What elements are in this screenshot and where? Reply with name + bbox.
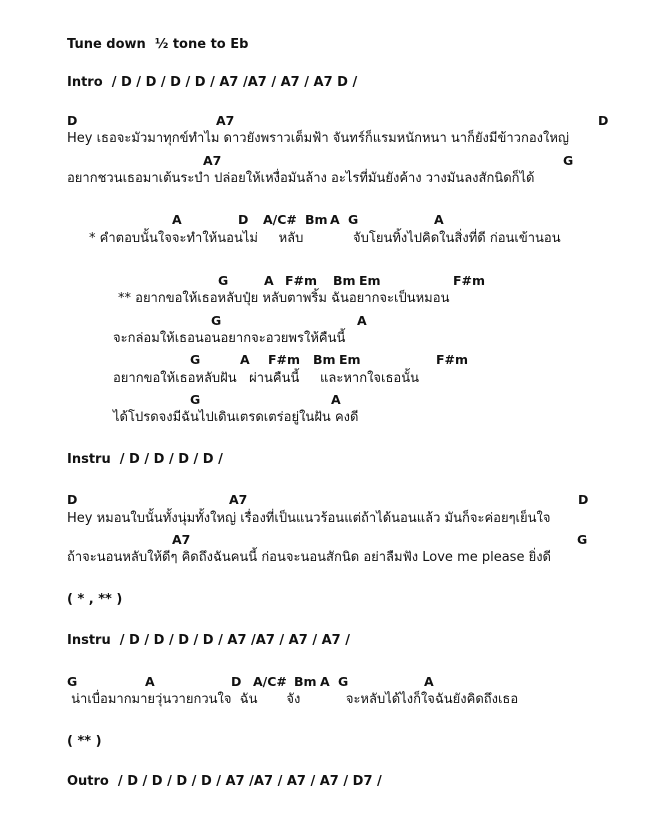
chord-label: A [331, 392, 341, 407]
outro-progression: Outro / D / D / D / D / A7 /A7 / A7 / A7 / D7 / [67, 774, 382, 789]
tuning-note: Tune down ½ tone to Eb [67, 37, 249, 52]
chord-label: A/C# [263, 212, 297, 227]
chord-label: G [338, 674, 349, 689]
chord-label: A [330, 212, 340, 227]
chord-label: Bm [313, 352, 336, 367]
chord-label: A [172, 212, 182, 227]
chord-label: F#m [436, 352, 469, 367]
instrumental-2: Instru / D / D / D / D / A7 /A7 / A7 / A7 / [67, 633, 350, 648]
chord-label: A [145, 674, 155, 689]
chord-label: Bm [294, 674, 317, 689]
lyric-line: ** อยากขอให้เธอหลับปุ๋ย หลับตาพริ้ม ฉันอยากจะเป็นหมอน [118, 291, 450, 306]
chord-label: D [578, 492, 589, 507]
chord-label: A [264, 273, 274, 288]
lyric-line: จะกล่อมให้เธอนอนอยากจะอวยพรให้คืนนี้ [113, 331, 346, 346]
repeat-marker-2: ( ** ) [67, 734, 102, 749]
chord-label: G [190, 352, 201, 367]
chord-label: A [240, 352, 250, 367]
chord-label: G [211, 313, 222, 328]
chord-label: F#m [285, 273, 318, 288]
chord-label: A7 [216, 113, 235, 128]
chord-label: G [563, 153, 574, 168]
chord-label: G [190, 392, 201, 407]
chord-label: G [577, 532, 588, 547]
lyric-line: อยากขอให้เธอหลับฝัน ผ่านคืนนี้ และหากใจเธอนั้น [113, 371, 420, 386]
lyric-line: ถ้าจะนอนหลับให้ดีๆ คิดถึงฉันคนนี้ ก่อนจะนอนสักนิด อย่าลืมฟัง Love me please ยิ่งดี [67, 550, 551, 565]
chord-label: G [218, 273, 229, 288]
chord-label: Em [359, 273, 381, 288]
chord-label: D [598, 113, 609, 128]
lyric-line: น่าเบื่อมากมายวุ่นวายกวนใจ ฉัน จัง จะหลับได้ไงก็ใจฉันยังคิดถึงเธอ [67, 692, 519, 707]
chord-label: Bm [333, 273, 356, 288]
repeat-marker-1: ( * , ** ) [67, 592, 123, 607]
chord-label: D [67, 492, 78, 507]
lyric-line: อยากชวนเธอมาเต้นระบำ ปล่อยให้เหงื่อมันล้าง อะไรที่มันยังค้าง วางมันลงสักนิดก็ได้ [67, 171, 535, 186]
lyric-line: Hey หมอนใบนั้นทั้งนุ่มทั้งใหญ่ เรื่องที่เป็นแนวร้อนแต่ถ้าได้นอนแล้ว มันก็จะค่อยๆเย็นใจ [67, 511, 551, 526]
chord-label: A [320, 674, 330, 689]
chord-label: F#m [268, 352, 301, 367]
chord-label: Bm [305, 212, 328, 227]
chord-label: D [231, 674, 242, 689]
lyric-line: * คำตอบนั้นใจจะทำให้นอนไม่ หลับ จับโยนทิ้งไปคิดในสิ่งที่ดี ก่อนเข้านอน [89, 231, 561, 246]
intro-progression: Intro / D / D / D / D / A7 /A7 / A7 / A7 D / [67, 75, 358, 90]
lyric-line: Hey เธอจะมัวมาทุกข์ทำไม ดาวยังพราวเต็มฟ้า จันทร์ก็แรมหนักหนา นาก็ยังมีข้าวกองใหญ่ [67, 131, 569, 146]
chord-label: G [67, 674, 78, 689]
chord-label: G [348, 212, 359, 227]
chord-label: A7 [172, 532, 191, 547]
lyric-line: ได้โปรดจงมีฉันไปเดินเตรดเตร่อยู่ในฝัน คงดี [113, 410, 359, 425]
chord-label: D [67, 113, 78, 128]
chord-label: D [238, 212, 249, 227]
chord-label: A7 [229, 492, 248, 507]
chord-label: A/C# [253, 674, 287, 689]
chord-label: A [424, 674, 434, 689]
chord-label: A [434, 212, 444, 227]
chord-label: F#m [453, 273, 486, 288]
chord-label: A [357, 313, 367, 328]
chord-label: A7 [203, 153, 222, 168]
chord-label: Em [339, 352, 361, 367]
instrumental-1: Instru / D / D / D / D / [67, 452, 223, 467]
